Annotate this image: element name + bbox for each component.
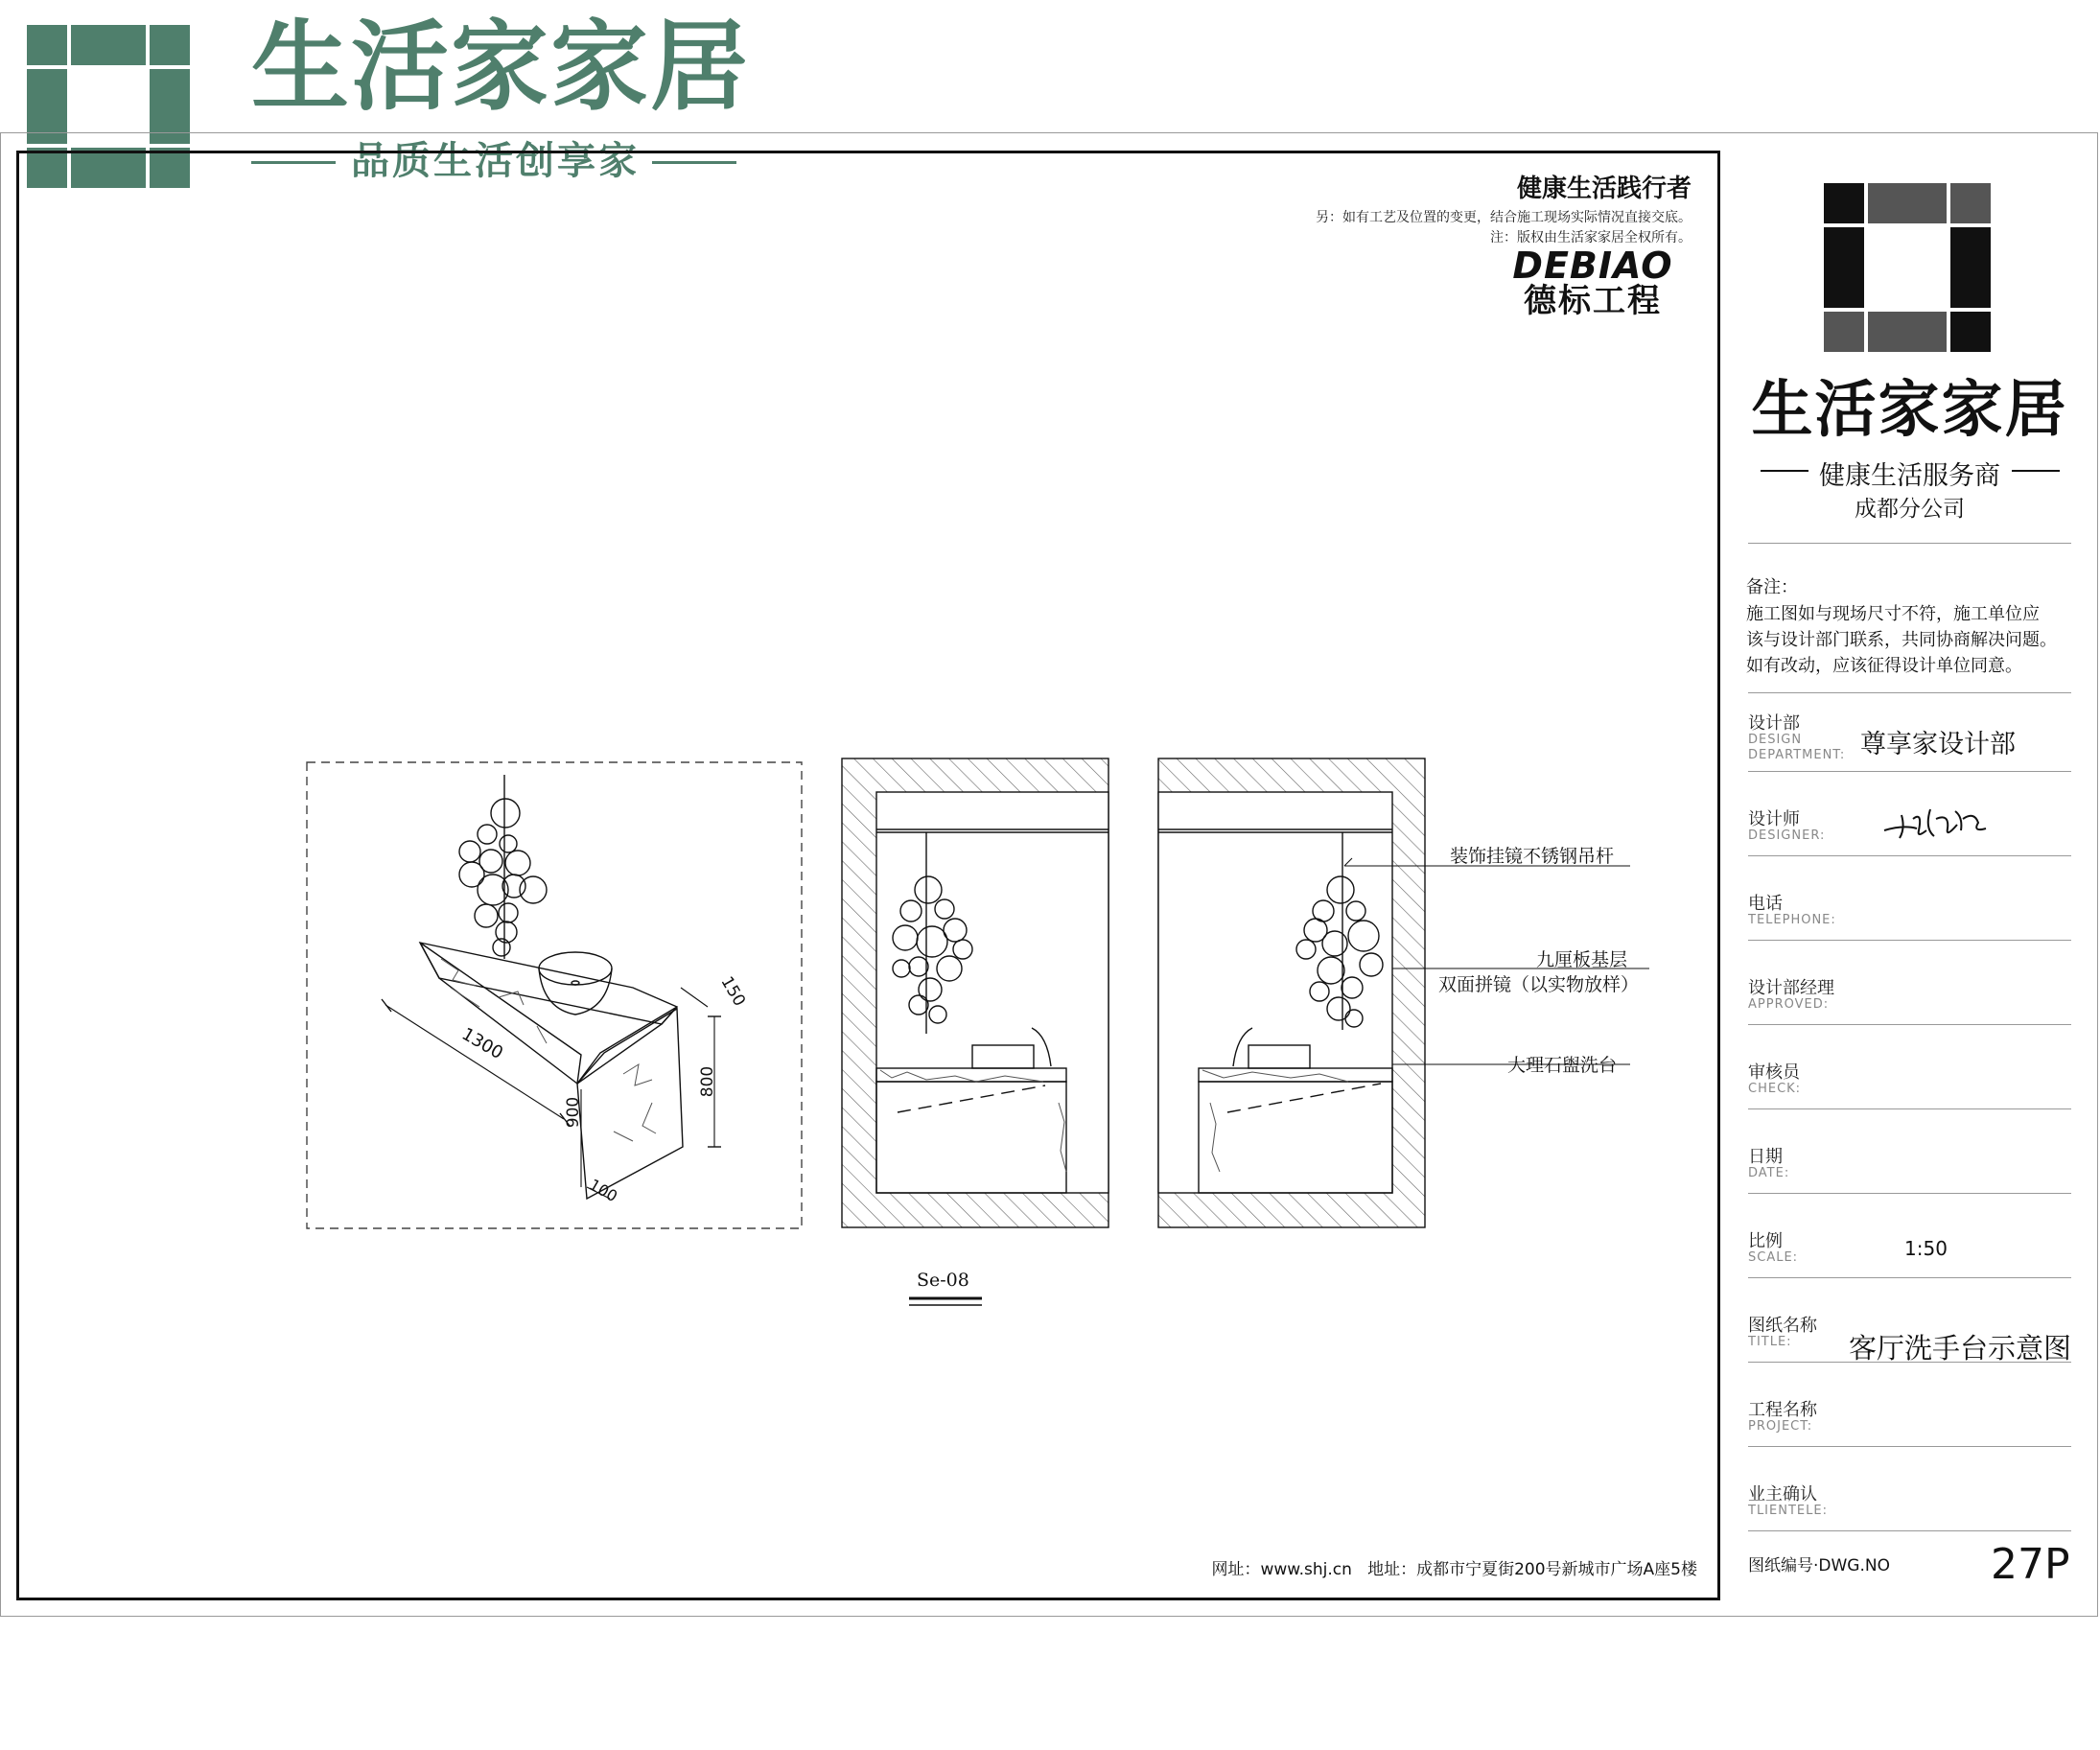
title-value: 客厅洗手台示意图	[1848, 1332, 2071, 1365]
website-label: 网址：	[1211, 1560, 1261, 1579]
project-sub: PROJECT:	[1748, 1419, 1813, 1434]
phone-label: 电话	[1748, 894, 1783, 914]
dwg-label: 图纸编号·DWG.NO	[1748, 1556, 1890, 1575]
scale-sub: SCALE:	[1748, 1250, 1799, 1265]
company-name: 生活家家居	[1751, 375, 2068, 446]
dwg-value: 27P	[1991, 1540, 2070, 1589]
dept-label: 设计部	[1748, 713, 1800, 734]
front-elevation	[842, 758, 1108, 1227]
company-tagline: 健康生活服务商	[1819, 461, 2000, 491]
title-sub: TITLE:	[1748, 1335, 1792, 1349]
title-label: 图纸名称	[1748, 1316, 1817, 1336]
scale-value: 1:50	[1904, 1237, 1948, 1260]
notice-heading: 健康生活践行者	[1516, 175, 1692, 203]
notice-line-1: 另：如有工艺及位置的变更，结合施工现场实际情况直接交底。	[1316, 210, 1692, 225]
callout-rod: 装饰挂镜不锈钢吊杆	[1450, 846, 1615, 867]
dept-value: 尊享家设计部	[1860, 730, 2016, 759]
company-branch: 成都分公司	[1855, 497, 1965, 522]
row-project	[1748, 1383, 2071, 1447]
website-link[interactable]: www.shj.cn	[1260, 1560, 1352, 1579]
manager-label: 设计部经理	[1748, 978, 1834, 998]
callout-mirror: 双面拼镜（以实物放样）	[1438, 974, 1640, 995]
dim-height-side: 900	[564, 1096, 584, 1129]
row-check	[1748, 1045, 2071, 1109]
row-approved	[1748, 961, 2071, 1025]
callout-plywood: 九厘板基层	[1536, 949, 1628, 970]
remarks-line-1: 施工图如与现场尺寸不符，施工单位应	[1746, 604, 2040, 624]
designer-sub: DESIGNER:	[1748, 828, 1826, 843]
manager-sub: APPROVED:	[1748, 997, 1830, 1012]
date-label: 日期	[1748, 1147, 1783, 1167]
row-scale	[1748, 1214, 2071, 1278]
address-text: 成都市宁夏街200号新城市广场A座5楼	[1416, 1560, 1697, 1579]
row-telephone	[1748, 876, 2071, 941]
remarks-label: 备注：	[1746, 577, 1798, 597]
footer-contact	[1211, 1555, 1697, 1579]
phone-sub: TELEPHONE:	[1748, 913, 1836, 927]
sheet-label: Se-08	[917, 1270, 969, 1291]
remarks-divider	[1748, 692, 2071, 693]
dim-length: 1300	[457, 1023, 506, 1064]
debiao-logo-cn: 德标工程	[1524, 282, 1662, 320]
remarks-line-2: 该与设计部门联系，共同协商解决问题。	[1746, 630, 2057, 650]
owner-label: 业主确认	[1748, 1484, 1817, 1505]
check-label: 审核员	[1748, 1062, 1800, 1083]
row-department	[1748, 706, 2071, 772]
brand-title: 生活家家居	[251, 11, 750, 125]
row-designer	[1748, 792, 2071, 856]
designer-label: 设计师	[1748, 809, 1800, 829]
notice-line-2: 注：版权由生活家家居全权所有。	[1490, 230, 1692, 245]
designer-signature-icon	[1880, 802, 1995, 842]
brand-slogan: 品质生活创享家	[351, 139, 640, 183]
dim-depth: 150	[716, 972, 750, 1011]
dept-sub-2: DEPARTMENT:	[1748, 748, 1846, 762]
scale-label: 比例	[1748, 1231, 1783, 1251]
address-label: 地址：	[1367, 1560, 1417, 1579]
row-owner	[1748, 1467, 2071, 1531]
project-label: 工程名称	[1748, 1400, 1817, 1420]
dim-height-front: 800	[698, 1065, 718, 1098]
row-title	[1748, 1298, 2071, 1363]
debiao-logo-en: DEBIAO	[1512, 245, 1673, 287]
dim-thickness: 100	[586, 1175, 621, 1206]
title-block-divider-top	[1748, 543, 2071, 544]
row-date	[1748, 1130, 2071, 1194]
owner-sub: TLIENTELE:	[1748, 1504, 1828, 1518]
company-logo-icon	[1824, 183, 1991, 352]
tagline-line-right	[2012, 470, 2060, 472]
dept-sub-1: DESIGN	[1748, 733, 1803, 747]
iso-bubble-mirrors	[459, 799, 547, 956]
check-sub: CHECK:	[1748, 1082, 1802, 1096]
callout-basin: 大理石盥洗台	[1507, 1055, 1618, 1076]
remarks-line-3: 如有改动，应该征得设计单位同意。	[1746, 656, 2022, 676]
date-sub: DATE:	[1748, 1166, 1790, 1180]
